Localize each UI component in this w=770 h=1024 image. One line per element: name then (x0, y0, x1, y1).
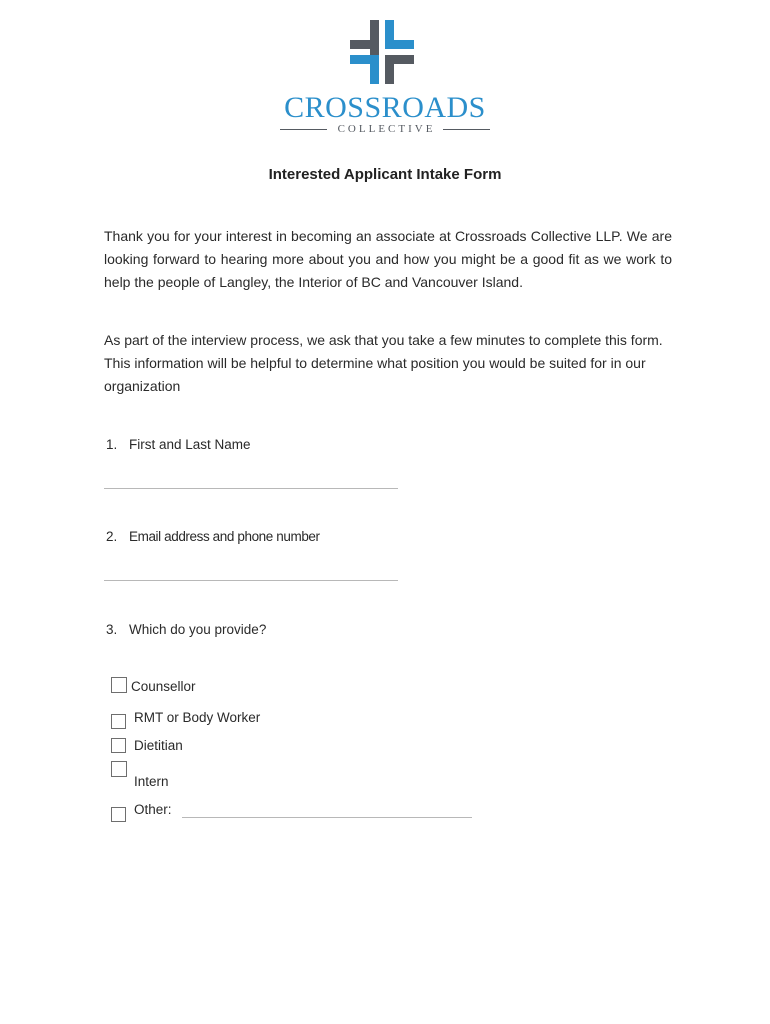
tagline-rule-left (280, 129, 327, 130)
other-label: Other: (134, 802, 172, 817)
intro-paragraph-1: Thank you for your interest in becoming an associate at Crossroads Collective LLP. We are looking forward to hearing more about you and how you might be a good fit as we work to help the people of Langley, the Interior of BC and Vancouver Island. (104, 228, 672, 290)
question-number: 3. (106, 622, 118, 637)
brand-tagline: COLLECTIVE (337, 123, 436, 135)
dietitian-label: Dietitian (134, 738, 183, 753)
other-checkbox[interactable] (111, 807, 126, 822)
question-3 (106, 622, 266, 637)
question-2 (106, 529, 320, 544)
intro-paragraph-2: As part of the interview process, we ask that you take a few minutes to complete this form. This information will be helpful to determine what position you would be suited for in our organization (104, 332, 663, 394)
form-title: Interested Applicant Intake Form (268, 166, 502, 183)
cross-gray-horizontal (350, 40, 379, 49)
rmt-checkbox[interactable] (111, 714, 126, 729)
question-text: First and Last Name (129, 437, 251, 452)
contact-answer-field[interactable] (104, 580, 398, 581)
question-number: 2. (106, 529, 118, 544)
cross-gray-vertical-lower (385, 55, 394, 84)
brand-tagline-row (280, 121, 490, 137)
cross-blue-vertical-lower (370, 55, 379, 84)
counsellor-checkbox[interactable] (111, 677, 127, 693)
counsellor-label: Counsellor (131, 679, 196, 694)
crossroads-logo (270, 14, 500, 139)
intern-label: Intern (134, 774, 169, 789)
cross-gray-vertical (370, 20, 379, 56)
question-1 (106, 437, 251, 452)
rmt-label: RMT or Body Worker (134, 710, 261, 725)
question-number: 1. (106, 437, 118, 452)
brand-name: CROSSROADS (284, 91, 486, 124)
cross-blue-vertical-upper (385, 20, 394, 49)
other-input-field[interactable] (182, 817, 472, 818)
question-text: Email address and phone number (129, 529, 320, 544)
dietitian-checkbox[interactable] (111, 738, 126, 753)
crossroads-cross-icon (348, 18, 416, 86)
intern-checkbox[interactable] (111, 761, 127, 777)
tagline-rule-right (443, 129, 490, 130)
name-answer-field[interactable] (104, 488, 398, 489)
question-text: Which do you provide? (129, 622, 267, 637)
